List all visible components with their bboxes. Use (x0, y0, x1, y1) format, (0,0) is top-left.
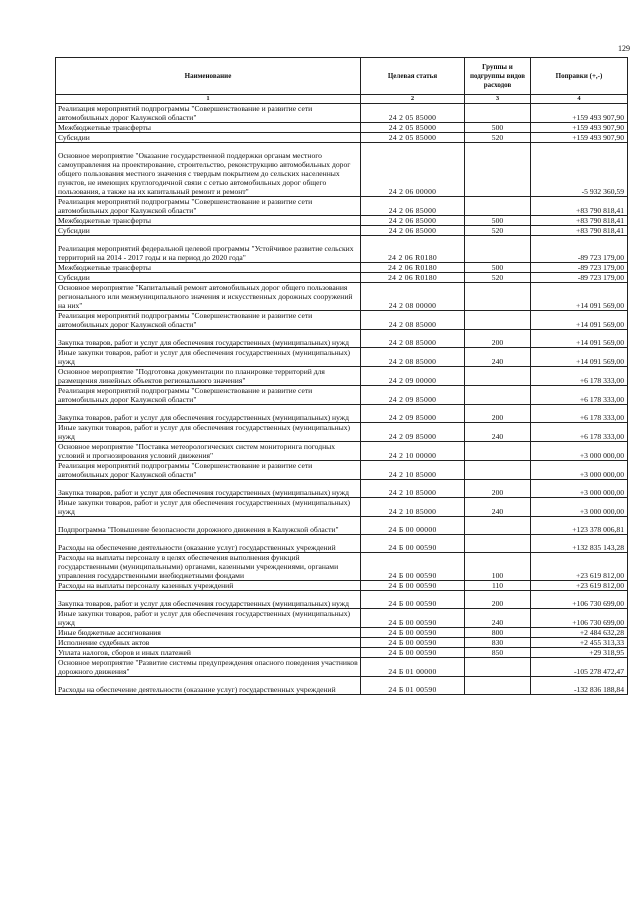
row-expense-group: 500 (465, 263, 531, 273)
row-expense-group (465, 197, 531, 216)
row-name: Расходы на обеспечение деятельности (оказание услуг) государственных учреждений (56, 535, 361, 553)
row-name: Основное мероприятие "Подготовка документации по планировке территорий для размещения линейных объектов регионального значения" (56, 367, 361, 386)
row-name: Реализация мероприятий подпрограммы "Совершенствование и развитие сети автомобильных дорог Калужской области" (56, 197, 361, 216)
row-target-article: 24 2 09 00000 (361, 367, 465, 386)
row-amendment-amount: +159 493 907,90 (531, 123, 628, 133)
row-expense-group (465, 104, 531, 123)
row-expense-group (465, 236, 531, 263)
row-expense-group: 850 (465, 648, 531, 658)
table-row (56, 123, 628, 133)
row-target-article: 24 Б 00 00590 (361, 591, 465, 609)
row-amendment-amount: +123 378 006,81 (531, 517, 628, 535)
table-row (56, 677, 628, 695)
header-expense-group: Группы и подгруппы видов расходов (465, 58, 531, 95)
table-row (56, 143, 628, 197)
row-expense-group: 800 (465, 628, 531, 638)
row-expense-group (465, 367, 531, 386)
row-target-article: 24 Б 00 00590 (361, 648, 465, 658)
row-expense-group: 200 (465, 480, 531, 498)
row-target-article: 24 Б 00 00590 (361, 628, 465, 638)
row-name: Основное мероприятие "Развитие системы предупреждения опасного поведения участников дорожного движения" (56, 658, 361, 677)
row-amendment-amount: +23 619 812,00 (531, 553, 628, 581)
row-amendment-amount: +83 790 818,41 (531, 226, 628, 236)
row-name: Основное мероприятие "Поставка метеорологических систем мониторинга погодных условий и прогнозирования условий движения" (56, 442, 361, 461)
row-expense-group (465, 535, 531, 553)
row-name: Межбюджетные трансферты (56, 123, 361, 133)
row-name: Основное мероприятие "Капитальный ремонт автомобильных дорог общего пользования регионального или межмуниципального значения и искусственных дорожных сооружений на них" (56, 283, 361, 311)
table-row (56, 386, 628, 405)
row-expense-group (465, 283, 531, 311)
row-amendment-amount: +132 835 143,28 (531, 535, 628, 553)
row-target-article: 24 2 10 85000 (361, 498, 465, 517)
table-row (56, 638, 628, 648)
row-expense-group: 240 (465, 498, 531, 517)
row-target-article: 24 2 10 00000 (361, 442, 465, 461)
row-name: Субсидии (56, 133, 361, 143)
row-expense-group: 520 (465, 273, 531, 283)
row-target-article: 24 2 06 00000 (361, 143, 465, 197)
row-name: Закупка товаров, работ и услуг для обеспечения государственных (муниципальных) нужд (56, 405, 361, 423)
row-target-article: 24 2 08 85000 (361, 311, 465, 330)
row-name: Реализация мероприятий федеральной целевой программы "Устойчивое развитие сельских территорий на 2014 - 2017 годы и на период до 2020 года" (56, 236, 361, 263)
row-target-article: 24 2 06 85000 (361, 226, 465, 236)
row-target-article: 24 Б 00 00590 (361, 553, 465, 581)
row-name: Иные закупки товаров, работ и услуг для обеспечения государственных (муниципальных) нужд (56, 348, 361, 367)
row-name: Уплата налогов, сборов и иных платежей (56, 648, 361, 658)
row-target-article: 24 2 09 85000 (361, 423, 465, 442)
row-target-article: 24 2 08 85000 (361, 330, 465, 348)
table-row (56, 442, 628, 461)
table-row (56, 330, 628, 348)
row-amendment-amount: +106 730 699,00 (531, 609, 628, 628)
row-expense-group: 200 (465, 591, 531, 609)
row-amendment-amount: +6 178 333,00 (531, 423, 628, 442)
row-amendment-amount: +6 178 333,00 (531, 386, 628, 405)
table-row (56, 283, 628, 311)
row-target-article: 24 Б 00 00590 (361, 535, 465, 553)
row-name: Основное мероприятие "Оказание государственной поддержки органам местного самоуправления на проектирование, строительство, реконструкцию автомобильных дорог общего пользования местного значения с твердым покрытием до сельских населенных пунктов, не имеющих круглогодичной связи с сетью автомобильных дорог общего пользования, а также на их капитальный ремонт и ремонт" (56, 143, 361, 197)
row-target-article: 24 2 09 85000 (361, 405, 465, 423)
row-target-article: 24 Б 00 00590 (361, 609, 465, 628)
row-expense-group: 500 (465, 216, 531, 226)
row-name: Закупка товаров, работ и услуг для обеспечения государственных (муниципальных) нужд (56, 591, 361, 609)
row-target-article: 24 2 05 85000 (361, 133, 465, 143)
table-row (56, 423, 628, 442)
table-row (56, 405, 628, 423)
row-expense-group: 200 (465, 330, 531, 348)
row-target-article: 24 2 09 85000 (361, 386, 465, 405)
row-expense-group: 110 (465, 581, 531, 591)
row-expense-group (465, 461, 531, 480)
row-name: Субсидии (56, 273, 361, 283)
row-expense-group (465, 143, 531, 197)
row-target-article: 24 2 08 00000 (361, 283, 465, 311)
row-name: Иные бюджетные ассигнования (56, 628, 361, 638)
row-target-article: 24 Б 01 00000 (361, 658, 465, 677)
row-amendment-amount: +159 493 907,90 (531, 133, 628, 143)
row-amendment-amount: +14 091 569,00 (531, 311, 628, 330)
row-amendment-amount: +3 000 000,00 (531, 480, 628, 498)
row-name: Иные закупки товаров, работ и услуг для обеспечения государственных (муниципальных) нужд (56, 423, 361, 442)
row-amendment-amount: +3 000 000,00 (531, 461, 628, 480)
row-expense-group: 240 (465, 609, 531, 628)
row-name: Закупка товаров, работ и услуг для обеспечения государственных (муниципальных) нужд (56, 330, 361, 348)
row-expense-group: 240 (465, 348, 531, 367)
row-name: Реализация мероприятий подпрограммы "Совершенствование и развитие сети автомобильных дорог Калужской области" (56, 104, 361, 123)
row-amendment-amount: +159 493 907,90 (531, 104, 628, 123)
table-body (56, 104, 628, 695)
row-name: Реализация мероприятий подпрограммы "Совершенствование и развитие сети автомобильных дорог Калужской области" (56, 461, 361, 480)
row-target-article: 24 2 10 85000 (361, 461, 465, 480)
row-target-article: 24 2 10 85000 (361, 480, 465, 498)
row-target-article: 24 2 05 85000 (361, 123, 465, 133)
row-target-article: 24 2 06 85000 (361, 197, 465, 216)
page-number: 129 (618, 44, 630, 53)
row-amendment-amount: +106 730 699,00 (531, 591, 628, 609)
column-number: 3 (465, 95, 531, 104)
table-row (56, 236, 628, 263)
column-number: 1 (56, 95, 361, 104)
row-amendment-amount: -105 278 472,47 (531, 658, 628, 677)
row-amendment-amount: -132 836 188,84 (531, 677, 628, 695)
row-target-article: 24 Б 00 00590 (361, 581, 465, 591)
row-amendment-amount: +2 484 632,28 (531, 628, 628, 638)
row-name: Межбюджетные трансферты (56, 263, 361, 273)
row-name: Реализация мероприятий подпрограммы "Совершенствование и развитие сети автомобильных дорог Калужской области" (56, 386, 361, 405)
table-row (56, 263, 628, 273)
row-target-article: 24 Б 01 00590 (361, 677, 465, 695)
row-name: Расходы на выплаты персоналу в целях обеспечения выполнения функций государственными (муниципальными) органами, казенными учреждениями, органами управления государственными внебюджетными фондами (56, 553, 361, 581)
table-row (56, 226, 628, 236)
row-amendment-amount: +6 178 333,00 (531, 367, 628, 386)
table-row (56, 517, 628, 535)
row-name: Исполнение судебных актов (56, 638, 361, 648)
row-amendment-amount: +3 000 000,00 (531, 498, 628, 517)
header-amendments: Поправки (+,-) (531, 58, 628, 95)
row-name: Реализация мероприятий подпрограммы "Совершенствование и развитие сети автомобильных дорог Калужской области" (56, 311, 361, 330)
row-expense-group: 200 (465, 405, 531, 423)
row-target-article: 24 2 06 R0180 (361, 273, 465, 283)
row-target-article: 24 Б 00 00000 (361, 517, 465, 535)
row-amendment-amount: +14 091 569,00 (531, 283, 628, 311)
row-amendment-amount: +29 318,95 (531, 648, 628, 658)
row-expense-group: 240 (465, 423, 531, 442)
row-expense-group (465, 311, 531, 330)
row-expense-group: 500 (465, 123, 531, 133)
row-amendment-amount: +23 619 812,00 (531, 581, 628, 591)
row-amendment-amount: +83 790 818,41 (531, 197, 628, 216)
row-target-article: 24 2 06 R0180 (361, 263, 465, 273)
table-row (56, 480, 628, 498)
table-row (56, 648, 628, 658)
row-expense-group: 100 (465, 553, 531, 581)
row-expense-group (465, 517, 531, 535)
row-amendment-amount: +83 790 818,41 (531, 216, 628, 226)
row-target-article: 24 2 06 85000 (361, 216, 465, 226)
row-name: Подпрограмма "Повышение безопасности дорожного движения в Калужской области" (56, 517, 361, 535)
row-expense-group (465, 386, 531, 405)
row-amendment-amount: +3 000 000,00 (531, 442, 628, 461)
table-row (56, 535, 628, 553)
table-row (56, 104, 628, 123)
table-row (56, 348, 628, 367)
table-row (56, 658, 628, 677)
table-row (56, 498, 628, 517)
row-expense-group: 830 (465, 638, 531, 648)
table-row (56, 133, 628, 143)
row-expense-group (465, 442, 531, 461)
row-target-article: 24 2 08 85000 (361, 348, 465, 367)
header-name: Наименование (56, 58, 361, 95)
column-number: 2 (361, 95, 465, 104)
row-target-article: 24 Б 00 00590 (361, 638, 465, 648)
row-target-article: 24 2 06 R0180 (361, 236, 465, 263)
table-row (56, 553, 628, 581)
budget-table (55, 57, 628, 695)
row-amendment-amount: -89 723 179,00 (531, 273, 628, 283)
header-target-article: Целевая статья (361, 58, 465, 95)
row-amendment-amount: +14 091 569,00 (531, 330, 628, 348)
row-target-article: 24 2 05 85000 (361, 104, 465, 123)
row-expense-group (465, 677, 531, 695)
row-amendment-amount: -89 723 179,00 (531, 263, 628, 273)
row-expense-group: 520 (465, 133, 531, 143)
row-expense-group (465, 658, 531, 677)
row-name: Иные закупки товаров, работ и услуг для обеспечения государственных (муниципальных) нужд (56, 609, 361, 628)
table-row (56, 197, 628, 216)
table-row (56, 311, 628, 330)
row-name: Иные закупки товаров, работ и услуг для обеспечения государственных (муниципальных) нужд (56, 498, 361, 517)
table-row (56, 628, 628, 638)
table-row (56, 273, 628, 283)
row-amendment-amount: +6 178 333,00 (531, 405, 628, 423)
row-expense-group: 520 (465, 226, 531, 236)
row-name: Расходы на выплаты персоналу казенных учреждений (56, 581, 361, 591)
table-row (56, 581, 628, 591)
table-row (56, 367, 628, 386)
column-number: 4 (531, 95, 628, 104)
table-header-row (56, 58, 628, 95)
table-row (56, 216, 628, 226)
row-amendment-amount: +2 455 313,33 (531, 638, 628, 648)
row-amendment-amount: -5 932 360,59 (531, 143, 628, 197)
row-name: Закупка товаров, работ и услуг для обеспечения государственных (муниципальных) нужд (56, 480, 361, 498)
row-name: Субсидии (56, 226, 361, 236)
row-name: Межбюджетные трансферты (56, 216, 361, 226)
table-row (56, 609, 628, 628)
row-amendment-amount: -89 723 179,00 (531, 236, 628, 263)
table-row (56, 461, 628, 480)
table-row (56, 591, 628, 609)
row-amendment-amount: +14 091 569,00 (531, 348, 628, 367)
column-number-row (56, 95, 628, 104)
row-name: Расходы на обеспечение деятельности (оказание услуг) государственных учреждений (56, 677, 361, 695)
